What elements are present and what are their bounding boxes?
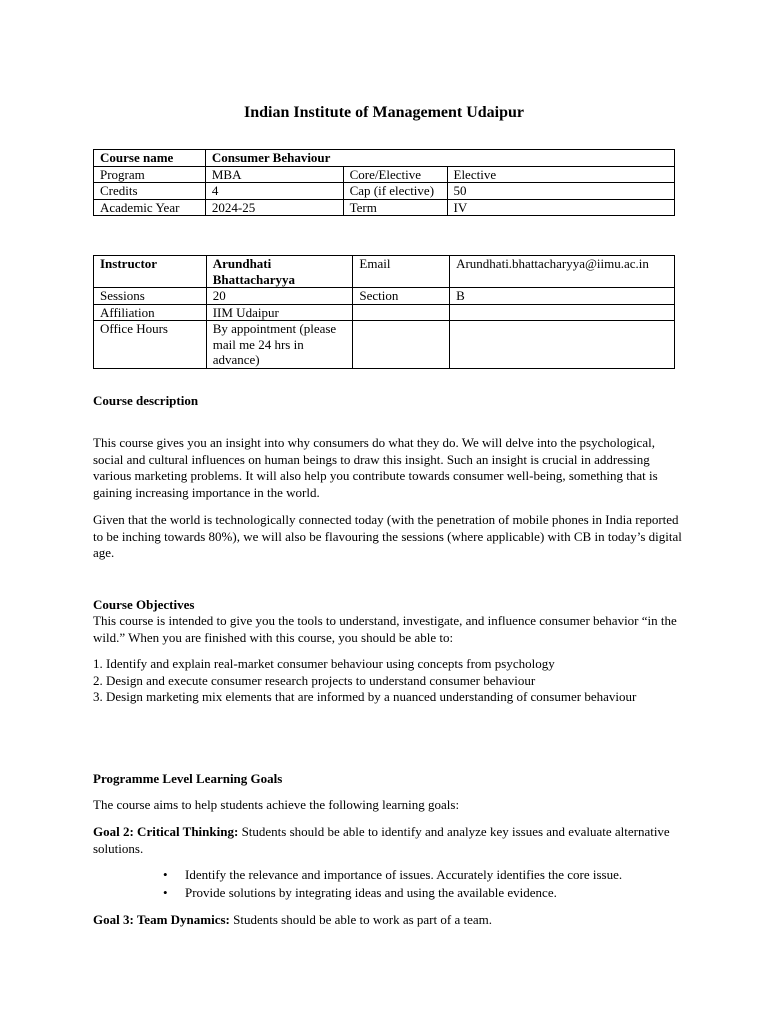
table-cell: IV [447, 199, 675, 216]
list-item: 3. Design marketing mix elements that are informed by a nuanced understanding of consumer behaviour [93, 689, 637, 704]
table-cell: Sessions [94, 288, 207, 305]
goal-2-bullet-list [163, 866, 693, 902]
learning-goals-heading: Programme Level Learning Goals [93, 771, 283, 786]
table-cell: Email [353, 256, 450, 288]
table-cell: Section [353, 288, 450, 305]
goal-2-label: Goal 2: Critical Thinking: [93, 824, 239, 839]
course-description-paragraph: Given that the world is technologically connected today (with the penetration of mobile phones in India reported to be inching towards 80%), we will also be flavouring the sessions (where applicable) with CB in today’s digital age. [93, 512, 682, 560]
instructor-table [93, 255, 675, 369]
table-row [94, 288, 675, 305]
table-cell: Cap (if elective) [343, 183, 447, 200]
course-description-heading: Course description [93, 393, 199, 408]
table-cell: B [450, 288, 675, 305]
table-row [94, 256, 675, 288]
table-cell: 20 [206, 288, 353, 305]
table-cell: Arundhati Bhattacharyya [206, 256, 353, 288]
table-cell: 50 [447, 183, 675, 200]
list-item [163, 866, 693, 884]
table-cell [353, 321, 450, 369]
course-objectives-heading: Course Objectives [93, 597, 195, 612]
table-row [94, 199, 675, 216]
course-description-paragraph: This course gives you an insight into why consumers do what they do. We will delve into the psychological, social and cultural influences on human beings to draw this insight. Such an insight is crucial in addressing various marketing problems. It will also help you contribute towards consumer well-being, something that is gaining increasing importance in the world. [93, 435, 658, 500]
table-cell [450, 304, 675, 321]
goal-3-label: Goal 3: Team Dynamics: [93, 912, 230, 927]
table-cell: Instructor [94, 256, 207, 288]
table-row [94, 304, 675, 321]
bullet-text: Identify the relevance and importance of issues. Accurately identifies the core issue. [185, 867, 623, 882]
table-cell: Academic Year [94, 199, 206, 216]
course-objectives-list [93, 656, 683, 706]
list-item: 1. Identify and explain real-market consumer behaviour using concepts from psychology [93, 656, 555, 671]
list-item [163, 884, 693, 902]
table-cell: Course name [94, 150, 206, 167]
table-cell: Credits [94, 183, 206, 200]
table-cell: MBA [205, 166, 343, 183]
bullet-icon: • [163, 885, 168, 900]
table-cell: Core/Elective [343, 166, 447, 183]
table-cell: Term [343, 199, 447, 216]
table-cell: Elective [447, 166, 675, 183]
table-cell: By appointment (please mail me 24 hrs in advance) [206, 321, 353, 369]
table-cell: Office Hours [94, 321, 207, 369]
table-cell: Program [94, 166, 206, 183]
list-item: 2. Design and execute consumer research projects to understand consumer behaviour [93, 672, 536, 688]
table-cell: 2024-25 [205, 199, 343, 216]
table-row [94, 166, 675, 183]
goal-2-paragraph [93, 824, 683, 857]
table-cell [450, 321, 675, 369]
bullet-text: Provide solutions by integrating ideas and using the available evidence. [185, 885, 557, 900]
bullet-icon: • [163, 867, 168, 882]
table-cell: Consumer Behaviour [205, 150, 674, 167]
goal-2-text: Students should be able to identify and analyze key issues and evaluate alternative solutions. [93, 824, 670, 856]
table-cell: 4 [205, 183, 343, 200]
page-title: Indian Institute of Management Udaipur [243, 104, 525, 121]
learning-goals-intro: The course aims to help students achieve the following learning goals: [93, 797, 460, 812]
table-cell: Affiliation [94, 304, 207, 321]
course-objectives-intro: This course is intended to give you the tools to understand, investigate, and influence consumer behavior “in the wild.” When you are finished with this course, you should be able to: [93, 613, 677, 645]
course-info-table [93, 149, 675, 216]
email-link[interactable]: Arundhati.bhattacharyya@iimu.ac.in [450, 256, 675, 288]
goal-3-text: Students should be able to work as part of a team. [229, 912, 492, 927]
table-row [94, 183, 675, 200]
table-cell [353, 304, 450, 321]
table-row [94, 150, 675, 167]
table-row [94, 321, 675, 369]
table-cell: IIM Udaipur [206, 304, 353, 321]
goal-3-paragraph [93, 912, 683, 929]
